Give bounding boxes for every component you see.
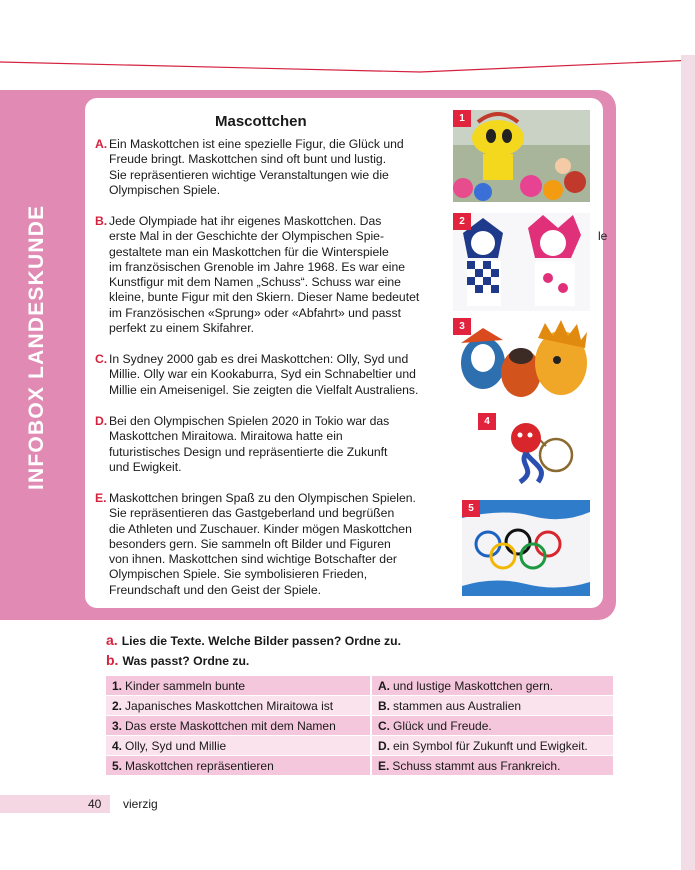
table-cell: C. Glück und Freude. bbox=[372, 716, 613, 736]
picture-badge: 1 bbox=[453, 110, 471, 127]
paragraph-line: Olympischen Spiele. Sie symbolisieren Frieden, bbox=[109, 567, 368, 582]
task-letter: b. bbox=[106, 652, 119, 668]
table-row bbox=[106, 696, 613, 716]
table-row bbox=[106, 736, 613, 756]
infobox-title-text: INFOBOX LANDESKUNDE bbox=[25, 204, 48, 490]
table-cell: D. ein Symbol für Zukunft und Ewigkeit. bbox=[372, 736, 613, 756]
picture-badge: 5 bbox=[462, 500, 480, 517]
task-text: Was passt? Ordne zu. bbox=[122, 654, 250, 668]
paragraph-line: Sie repräsentieren wichtige Veranstaltungen wie die bbox=[109, 167, 389, 182]
paragraph-a bbox=[95, 137, 404, 198]
picture-badge: 3 bbox=[453, 318, 471, 335]
paragraph-line: im französischen Grenoble im Jahre 1968. Es war eine bbox=[109, 259, 406, 274]
task-letter: a. bbox=[106, 632, 118, 648]
paragraph-c bbox=[95, 352, 418, 398]
paragraph-line: Jede Olympiade hat ihr eigenes Maskottchen. Das bbox=[109, 214, 382, 228]
table-cell: 4. Olly, Syd und Millie bbox=[106, 736, 372, 756]
paragraph-line: gestaltete man ein Maskottchen für die Winterspiele bbox=[109, 244, 389, 259]
mascot-photo-1 bbox=[453, 110, 590, 202]
paragraph-line: Millie. Olly war ein Kookaburra, Syd ein Schnabeltier und bbox=[109, 367, 416, 382]
table-row bbox=[106, 756, 613, 776]
mascot-photo-4 bbox=[498, 410, 580, 490]
table-cell: A. und lustige Maskottchen gern. bbox=[372, 676, 613, 696]
paragraph-b bbox=[95, 214, 419, 336]
stray-text: le bbox=[598, 229, 608, 243]
paragraph-letter: D. bbox=[95, 414, 108, 428]
paragraph-line: die Athleten und Zuschauer. Kinder mögen Maskottchen bbox=[109, 521, 412, 536]
task-b bbox=[106, 652, 249, 668]
paragraph-line: In Sydney 2000 gab es drei Maskottchen: Olly, Syd und bbox=[109, 352, 409, 366]
header-rule bbox=[0, 0, 695, 80]
paragraph-line: Sie repräsentieren das Gastgeberland und begrüßen bbox=[109, 506, 395, 521]
paragraph-line: Freude bringt. Maskottchen sind oft bunt und lustig. bbox=[109, 152, 387, 167]
table-cell: 5. Maskottchen repräsentieren bbox=[106, 756, 372, 776]
paragraph-line: im Französischen «Sprung» oder «Abfahrt» und passt bbox=[109, 305, 401, 320]
paragraph-line: Millie ein Ameisenigel. Sie zeigten die Vielfalt Australiens. bbox=[109, 382, 419, 397]
paragraph-line: kleine, bunte Figur mit den Skiern. Dieser Name bedeutet bbox=[109, 290, 420, 305]
paragraph-line: Freundschaft und den Geist der Spiele. bbox=[109, 582, 322, 597]
picture-badge: 4 bbox=[478, 413, 496, 430]
paragraph-line: besonders gern. Sie sammeln oft Bilder und Figuren bbox=[109, 536, 391, 551]
paragraph-line: erste Mal in der Geschichte der Olympischen Spie- bbox=[109, 229, 385, 244]
paragraph-line: und Ewigkeit. bbox=[109, 459, 182, 474]
picture-badge: 2 bbox=[453, 213, 471, 230]
paragraph-line: Kunstfigur mit dem Namen „Schuss“. Schuss war eine bbox=[109, 275, 401, 290]
mascot-photo-3 bbox=[453, 318, 590, 406]
paragraph-line: von ihnen. Maskottchen sind wichtige Botschafter der bbox=[109, 552, 397, 567]
table-cell: B. stammen aus Australien bbox=[372, 696, 613, 716]
table-cell: E. Schuss stammt aus Frankreich. bbox=[372, 756, 613, 776]
paragraph-letter: E. bbox=[95, 491, 107, 505]
paragraph-line: Bei den Olympischen Spielen 2020 in Tokio war das bbox=[109, 414, 390, 428]
task-a bbox=[106, 632, 401, 648]
page-number: 40 bbox=[88, 797, 102, 811]
table-cell: 2. Japanisches Maskottchen Miraitowa ist bbox=[106, 696, 372, 716]
paragraph-line: Ein Maskottchen ist eine spezielle Figur, die Glück und bbox=[109, 137, 404, 151]
page-number-word: vierzig bbox=[123, 797, 158, 811]
matching-table bbox=[106, 676, 613, 776]
task-text: Lies die Texte. Welche Bilder passen? Ordne zu. bbox=[121, 634, 401, 648]
paragraph-letter: A. bbox=[95, 137, 108, 151]
table-cell: 3. Das erste Maskottchen mit dem Namen bbox=[106, 716, 372, 736]
card-title: Mascottchen bbox=[215, 113, 307, 130]
table-cell: 1. Kinder sammeln bunte bbox=[106, 676, 372, 696]
table-row bbox=[106, 716, 613, 736]
paragraph-line: Olympischen Spiele. bbox=[109, 182, 221, 197]
paragraph-line: perfekt zu einem Skifahrer. bbox=[109, 321, 254, 336]
paragraph-letter: C. bbox=[95, 352, 108, 366]
mascot-photo-2 bbox=[453, 213, 590, 311]
paragraph-e bbox=[95, 491, 416, 598]
paragraph-line: futuristisches Design und repräsentierte die Zukunft bbox=[109, 444, 388, 459]
paragraph-line: Maskottchen Miraitowa. Miraitowa hatte ein bbox=[109, 429, 343, 444]
olympic-flag-photo-5 bbox=[462, 500, 590, 596]
right-margin-strip bbox=[681, 55, 695, 870]
paragraph-letter: B. bbox=[95, 214, 108, 228]
paragraph-line: Maskottchen bringen Spaß zu den Olympischen Spielen. bbox=[109, 491, 416, 505]
table-row bbox=[106, 676, 613, 696]
paragraph-d bbox=[95, 414, 389, 475]
